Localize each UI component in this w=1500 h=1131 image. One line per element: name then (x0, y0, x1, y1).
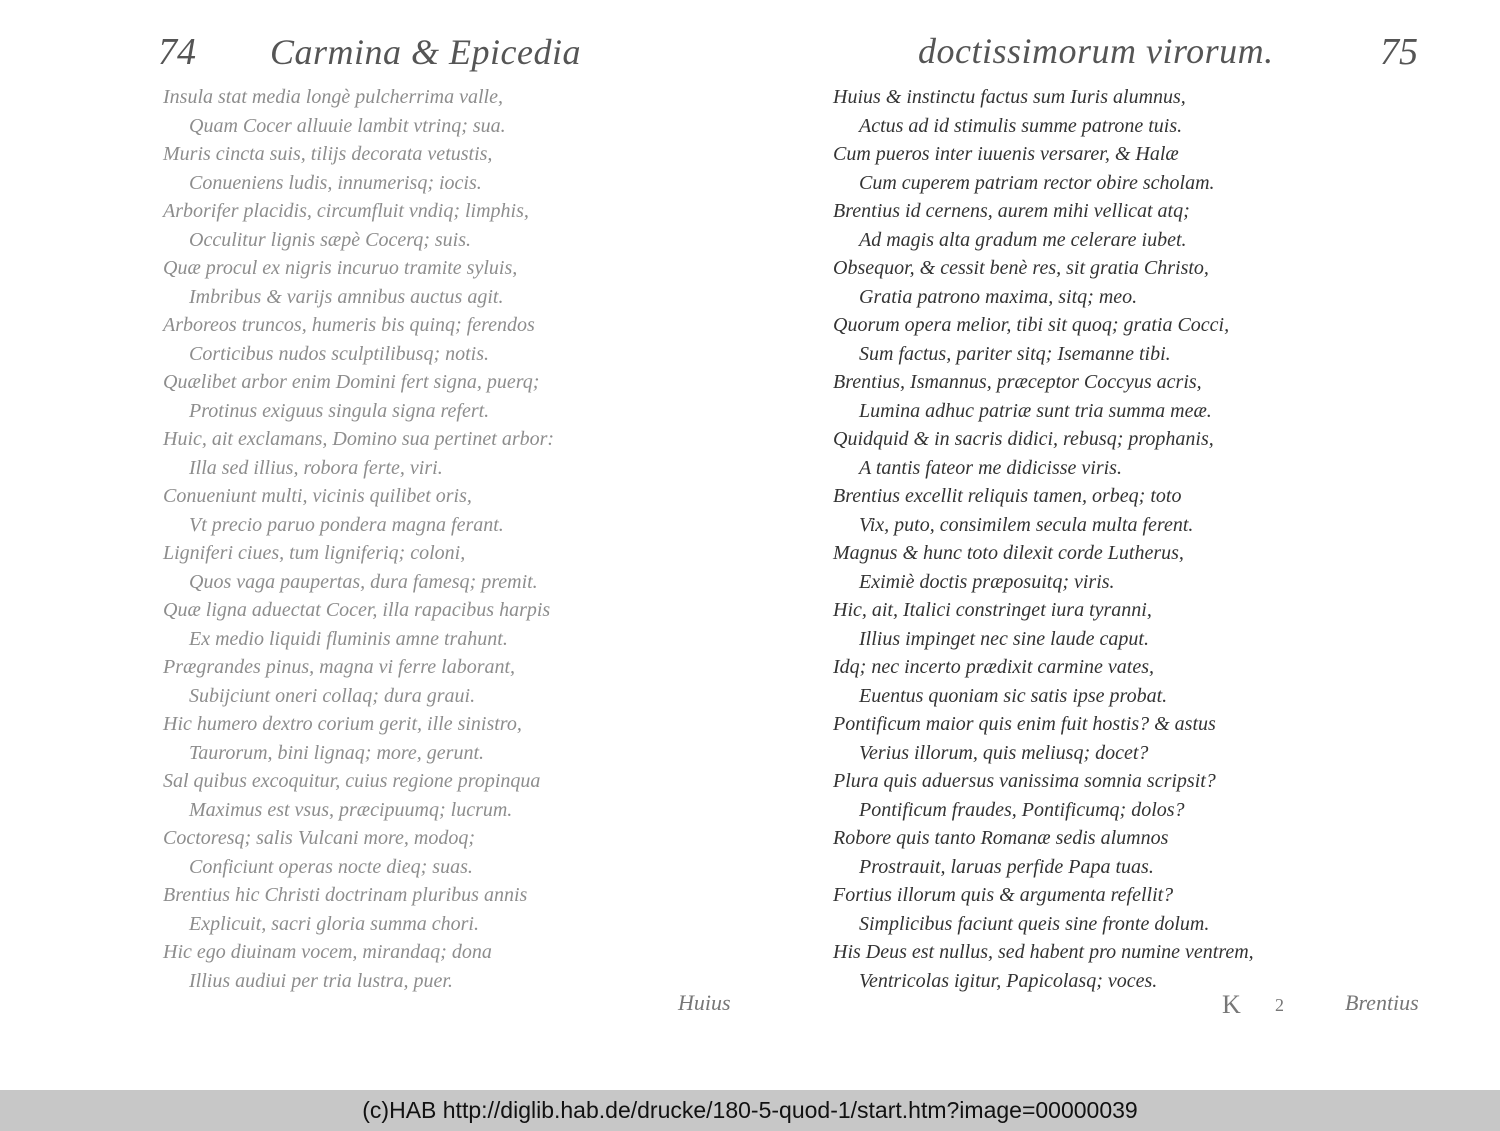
right-catchword: Brentius (1345, 990, 1419, 1015)
left-verse-line: Quos vaga paupertas, dura famesq; premit. (189, 570, 538, 593)
right-verse-line: Brentius id cernens, aurem mihi vellicat atq; (833, 200, 1190, 222)
left-verse-line: Arboreos truncos, humeris bis quinq; ferendos (163, 314, 535, 336)
right-verse-line: Euentus quoniam sic satis ipse probat. (859, 684, 1168, 707)
left-running-head: Carmina & Epicedia (270, 32, 581, 72)
right-verse-line: Brentius excellit reliquis tamen, orbeq; toto (833, 485, 1182, 507)
left-verse-line: Illa sed illius, robora ferte, viri. (189, 456, 443, 479)
right-verse-line: Pontificum maior quis enim fuit hostis? & astus (833, 713, 1216, 735)
right-verse-line: Sum factus, pariter sitq; Isemanne tibi. (859, 342, 1171, 365)
left-verse-line: Quælibet arbor enim Domini fert signa, puerq; (163, 371, 540, 393)
left-page-number: 74 (158, 31, 196, 73)
right-verse-line: A tantis fateor me didicisse viris. (859, 456, 1122, 479)
left-catchword: Huius (678, 990, 731, 1015)
right-verse-line: Quidquid & in sacris didici, rebusq; prophanis, (833, 428, 1214, 450)
right-verse-line: Fortius illorum quis & argumenta refellit? (833, 884, 1174, 906)
right-verse-line: Cum cuperem patriam rector obire scholam. (859, 171, 1215, 194)
right-verse-line: Cum pueros inter iuuenis versarer, & Halæ (833, 143, 1179, 165)
left-verse-line: Arborifer placidis, circumfluit vndiq; limphis, (163, 200, 529, 222)
left-verse-line: Imbribus & varijs amnibus auctus agit. (189, 285, 504, 308)
left-verse-line: Conueniens ludis, innumerisq; iocis. (189, 171, 482, 194)
right-verse-line: Verius illorum, quis meliusq; docet? (859, 741, 1149, 764)
left-verse-line: Huic, ait exclamans, Domino sua pertinet arbor: (163, 428, 555, 450)
left-verse-line: Quam Cocer alluuie lambit vtrinq; sua. (189, 114, 506, 137)
left-verse-line: Explicuit, sacri gloria summa chori. (189, 912, 479, 935)
right-verse-line: Vix, puto, consimilem secula multa ferent. (859, 513, 1194, 536)
right-verse-line: Idq; nec incerto prædixit carmine vates, (833, 656, 1155, 678)
right-verse-line: Obsequor, & cessit benè res, sit gratia Christo, (833, 257, 1209, 279)
left-verse-line: Taurorum, bini lignaq; more, gerunt. (189, 741, 485, 764)
left-page-text (163, 83, 623, 995)
left-verse-line: Conueniunt multi, vicinis quilibet oris, (163, 485, 472, 507)
right-page-header (918, 30, 1274, 72)
left-verse-line: Muris cincta suis, tilijs decorata vetustis, (163, 143, 493, 165)
right-verse-line: Lumina adhuc patriæ sunt tria summa meæ. (859, 399, 1212, 422)
copyright-footer (0, 1090, 1500, 1131)
left-verse-line: Quæ ligna aduectat Cocer, illa rapacibus harpis (163, 599, 551, 621)
copyright-link-text[interactable]: (c)HAB http://diglib.hab.de/drucke/180-5-quod-1/start.htm?image=00000039 (362, 1097, 1138, 1123)
right-verse-line: Hic, ait, Italici constringet iura tyranni, (833, 599, 1152, 621)
left-verse-line: Prægrandes pinus, magna vi ferre laborant, (163, 656, 516, 678)
left-verse-line: Brentius hic Christi doctrinam pluribus annis (163, 884, 528, 906)
right-verse-line: Pontificum fraudes, Pontificumq; dolos? (859, 798, 1185, 821)
left-verse-line: Protinus exiguus singula signa refert. (189, 399, 490, 422)
left-verse-line: Illius audiui per tria lustra, puer. (189, 969, 453, 992)
right-verse-line: Magnus & hunc toto dilexit corde Lutherus, (833, 542, 1184, 564)
left-verse-line: Occulitur lignis sæpè Cocerq; suis. (189, 228, 472, 251)
signature-mark: K (1222, 990, 1241, 1019)
right-page-number-wrap (1380, 30, 1418, 74)
right-verse-line: Ventricolas igitur, Papicolasq; voces. (859, 969, 1158, 992)
right-verse-line: Ad magis alta gradum me celerare iubet. (859, 228, 1187, 251)
right-verse-line: Eximiè doctis præposuitq; viris. (859, 570, 1115, 593)
right-verse-line: Huius & instinctu factus sum Iuris alumnus, (833, 86, 1186, 108)
right-verse-line: Actus ad id stimulis summe patrone tuis. (859, 114, 1183, 137)
right-verse-line: Illius impinget nec sine laude caput. (859, 627, 1149, 650)
left-verse-line: Sal quibus excoquitur, cuius regione propinqua (163, 770, 541, 792)
left-verse-line: Subijciunt oneri collaq; dura graui. (189, 684, 476, 707)
left-verse-line: Quæ procul ex nigris incuruo tramite syluis, (163, 257, 518, 279)
right-running-head: doctissimorum virorum. (918, 31, 1274, 71)
right-verse-line: Quorum opera melior, tibi sit quoq; gratia Cocci, (833, 314, 1230, 336)
left-page-header (158, 30, 581, 74)
right-verse-line: Simplicibus faciunt queis sine fronte dolum. (859, 912, 1210, 935)
left-verse-line: Ex medio liquidi fluminis amne trahunt. (189, 627, 508, 650)
right-verse-line: Robore quis tanto Romanæ sedis alumnos (833, 827, 1169, 849)
left-verse-line: Conficiunt operas nocte dieq; suas. (189, 855, 473, 878)
right-verse-line: Gratia patrono maxima, sitq; meo. (859, 285, 1138, 308)
right-verse-line: Brentius, Ismannus, præceptor Coccyus acris, (833, 371, 1202, 393)
left-verse-line: Hic ego diuinam vocem, mirandaq; dona (163, 941, 492, 963)
left-verse-line: Corticibus nudos sculptilibusq; notis. (189, 342, 490, 365)
right-verse-line: His Deus est nullus, sed habent pro numine ventrem, (833, 941, 1254, 963)
left-verse-line: Maximus est vsus, præcipuumq; lucrum. (189, 798, 513, 821)
left-verse-line: Coctoresq; salis Vulcani more, modoq; (163, 827, 476, 849)
left-verse-line: Hic humero dextro corium gerit, ille sinistro, (163, 713, 522, 735)
right-page-number: 75 (1380, 31, 1418, 73)
left-verse-line: Vt precio paruo pondera magna ferant. (189, 513, 504, 536)
signature-number: 2 (1275, 995, 1284, 1015)
right-verse-line: Plura quis aduersus vanissima somnia scripsit? (833, 770, 1216, 792)
left-verse-line: Ligniferi ciues, tum ligniferiq; coloni, (163, 542, 466, 564)
left-verse-line: Insula stat media longè pulcherrima valle, (163, 86, 503, 108)
right-page-text (833, 83, 1293, 995)
right-verse-line: Prostrauit, laruas perfide Papa tuas. (859, 855, 1154, 878)
